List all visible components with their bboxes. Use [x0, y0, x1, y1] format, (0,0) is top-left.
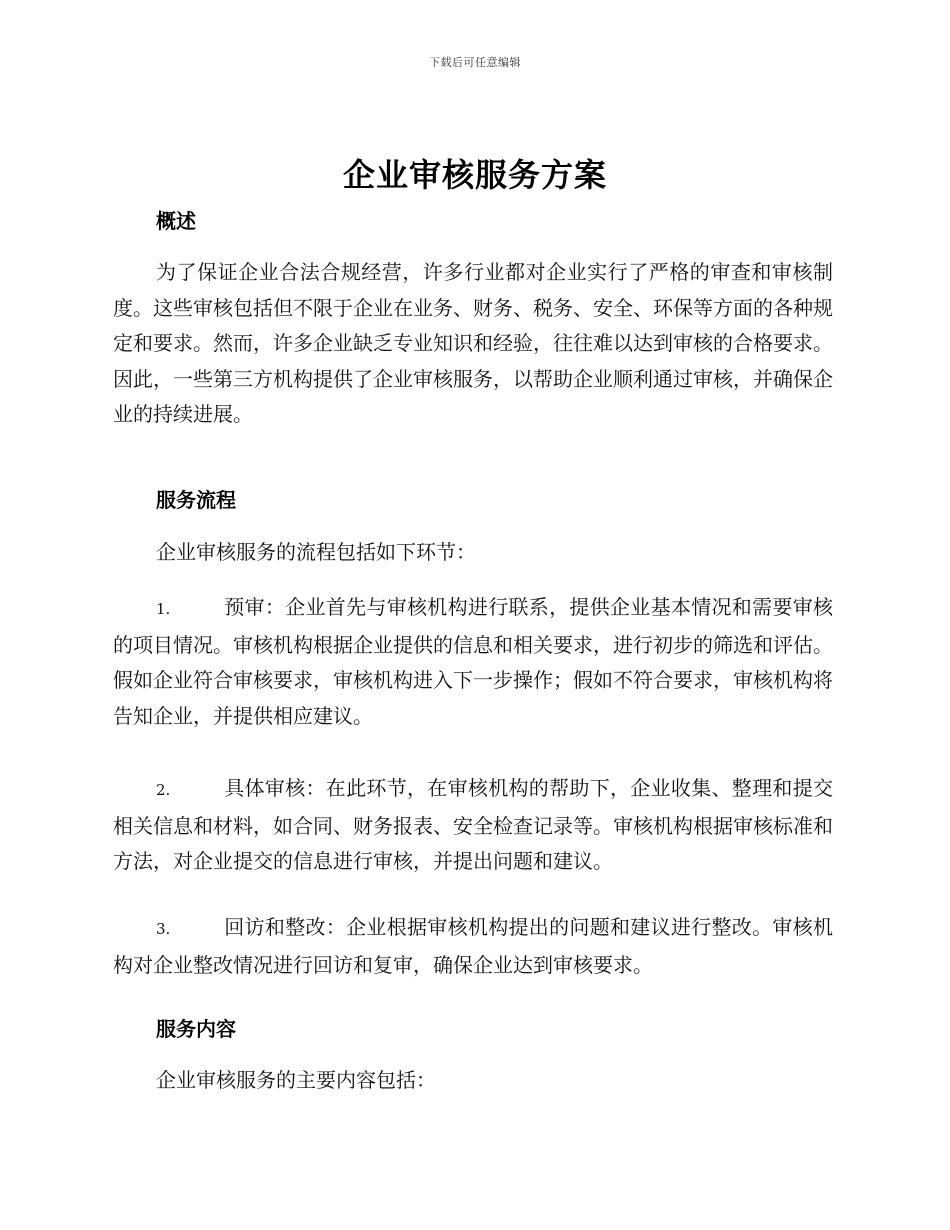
- document-title: 企业审核服务方案: [342, 156, 607, 194]
- list-item-text: 回访和整改：企业根据审核机构提出的问题和建议进行整改。审核机构对企业整改情况进行回访和复审，确保企业达到审核要求。: [113, 915, 833, 977]
- section-heading-process: 服务流程: [156, 488, 236, 512]
- header-note: 下载后可任意编辑: [429, 56, 521, 69]
- section-heading-content: 服务内容: [156, 1017, 236, 1041]
- section-heading-overview: 概述: [156, 209, 196, 233]
- process-item-3: [113, 910, 833, 983]
- list-number: 1.: [156, 600, 171, 618]
- process-item-1: [113, 590, 833, 734]
- list-item-text: 具体审核：在此环节，在审核机构的帮助下，企业收集、整理和提交相关信息和材料，如合同、财务报表、安全检查记录等。审核机构根据审核标准和方法，对企业提交的信息进行审核，并提出问题和建议。: [113, 776, 833, 873]
- process-intro: 企业审核服务的流程包括如下环节：: [156, 540, 476, 564]
- content-intro: 企业审核服务的主要内容包括：: [156, 1068, 436, 1092]
- list-item-text: 预审：企业首先与审核机构进行联系，提供企业基本情况和需要审核的项目情况。审核机构根据企业提供的信息和相关要求，进行初步的筛选和评估。假如企业符合审核要求，审核机构进入下一步操作；假如不符合要求，审核机构将告知企业，并提供相应建议。: [113, 595, 833, 728]
- list-number: 2.: [156, 781, 171, 799]
- overview-paragraph: 为了保证企业合法合规经营，许多行业都对企业实行了严格的审查和审核制度。这些审核包括但不限于企业在业务、财务、税务、安全、环保等方面的各种规定和要求。然而，许多企业缺乏专业知识和经验，往往难以达到审核的合格要求。因此，一些第三方机构提供了企业审核服务，以帮助企业顺利通过审核，并确保企业的持续进展。: [113, 260, 833, 426]
- process-item-2: [113, 771, 833, 880]
- list-number: 3.: [156, 920, 171, 938]
